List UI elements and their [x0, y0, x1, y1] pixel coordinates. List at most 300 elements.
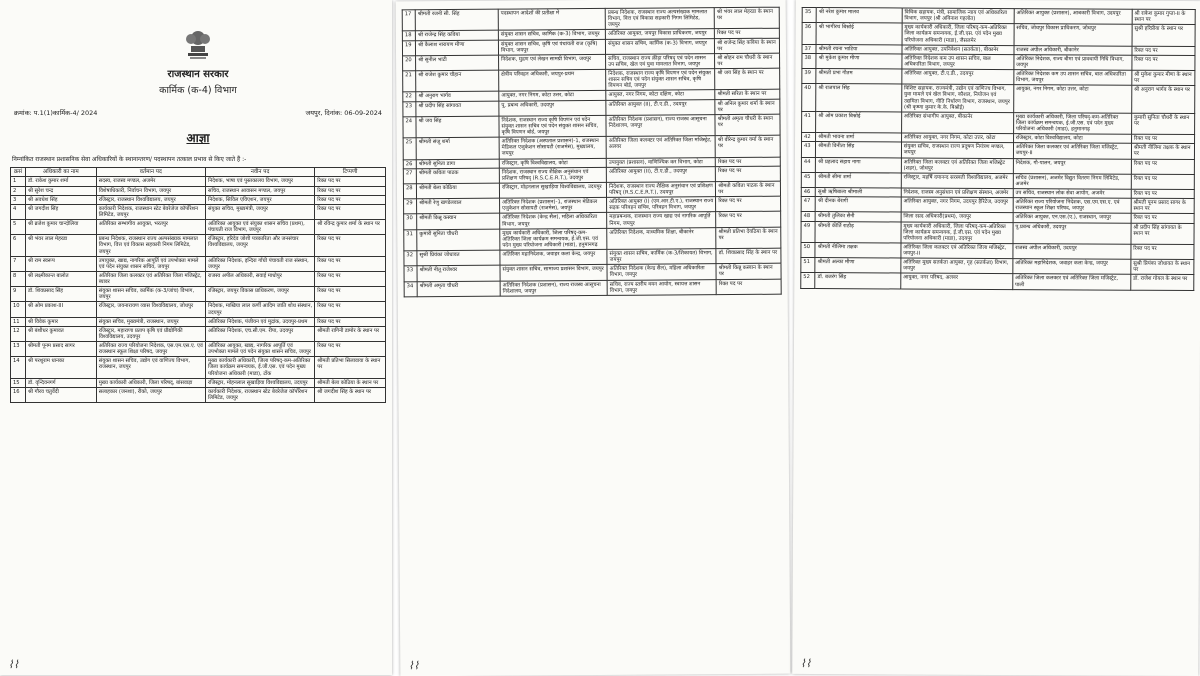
cell-new-post: राजस्व अपील अधिकारी, बीकानेर: [1014, 45, 1132, 55]
cell-new-post: अतिरिक्त आयुक्त एवं संयुक्त शासन सचिव (प्रथम), पंचायती राज विभाग, जयपुर: [205, 220, 314, 235]
col-header-serial: क्रसं: [11, 167, 26, 177]
cell-remark: श्री भंवर लाल मेहरडा के स्थान पर: [714, 7, 779, 29]
cell-serial: 27: [403, 168, 416, 183]
cell-serial: 32: [404, 251, 417, 266]
cell-remark: श्री मुकेश कुमार मीणा के स्थान पर: [1132, 70, 1195, 86]
cell-new-post: निदेशक, राजस्थान राज्य शैक्षिक अनुसंधान एवं प्रशिक्षण परिषद् (R.S.C.E.R.T.), उदयपुर: [607, 182, 716, 198]
cell-officer-name: श्री अवधेश सिंह: [26, 195, 97, 204]
cell-new-post: राजस्व अपील अधिकारी, सवाई माधोपुर: [205, 271, 314, 286]
cell-officer-name: श्री नरेश कुमार मालव: [816, 8, 902, 24]
cell-remark: रिक्त पद पर: [1131, 214, 1194, 223]
cell-remark: श्री सोहन राम चौधरी के स्थान पर: [715, 53, 780, 69]
cell-new-post: प्रबन्ध निदेशक, राजस्थान राज्य अल्पसंख्यक मामलात विभाग, वित्त एवं विकास सहकारी निगम लिमिटेड, जयपुर: [605, 8, 714, 30]
table-row: [11, 256, 386, 271]
cell-remark: सुश्री प्रियंका जोधावत के स्थान पर: [1131, 259, 1194, 275]
cell-new-post: अतिरिक्त निदेशक कम उप शासन सचिव, बाल अधिकारिता विभाग, जयपुर: [1014, 70, 1132, 86]
cell-new-post: अतिरिक्त आयुक्त (I) (एम.आर.टी.ए.), राजस्थान राज्य सड़क परिवहन सचिव, परिवहन विभाग, जयपुर: [607, 197, 716, 213]
cell-officer-name: श्री राजेश कुमार चौहान: [416, 70, 499, 92]
cell-officer-name: श्रीमती रजनी सी. सिंह: [415, 9, 498, 31]
cell-officer-name: श्री अनुराग भार्गव: [416, 92, 499, 102]
cell-current-post: सदस्य, राजस्व मण्डल, अजमेर: [96, 177, 205, 186]
cell-officer-name: श्री ब्रजेश कुमार चान्दोलिया: [26, 220, 97, 235]
cell-officer-name: सुश्री ऋषिबाला श्रीमाली: [815, 188, 901, 198]
cell-serial: 9: [11, 287, 26, 302]
cell-serial: 42: [802, 133, 816, 142]
signature-initials: ⌇⌇: [408, 659, 420, 673]
cell-officer-name: डॉ. राकेश कुमार शर्मा: [26, 177, 97, 186]
cell-new-post: सचिव, राजस्थान आवासन मण्डल, जयपुर: [205, 186, 314, 195]
cell-serial: 11: [11, 317, 26, 326]
cell-new-post: अतिरिक्त जिला कलक्टर एवं अतिरिक्त जिला मजिस्ट्रेट, जयपुर-II: [1013, 143, 1131, 159]
cell-new-post: निदेशक, भाषा एवं पुस्तकालय विभाग, जयपुर: [205, 177, 314, 186]
cell-current-post: प्रबन्ध निदेशक, राजस्थान राज्य अल्पसंख्यक मामलात विभाग, वित्त एवं विकास सहकारी निगम लिमिटेड, जयपुर: [96, 235, 205, 256]
cell-serial: 41: [802, 111, 816, 132]
cell-new-post: अतिरिक्त जिला कलक्टर एवं अतिरिक्त जिला मजिस्ट्रेट, अलवर: [606, 136, 715, 158]
cell-current-post: विधिक सहायक, मंत्री, सामाजिक न्याय एवं अधिकारिता विभाग, जयपुर (श्री अविनाश गहलोत): [902, 8, 1014, 24]
cell-new-post: अतिरिक्त आयुक्त, खाद्य, नागरिक आपूर्ति एवं उपभोक्ता मामले एवं पदेन संयुक्त शासन सचिव, जयपुर: [205, 342, 314, 357]
cell-serial: 30: [404, 214, 417, 229]
cell-officer-name: श्री जगदीश सिंह: [26, 204, 97, 219]
cell-officer-name: श्री मुकेश कुमार मीणा: [816, 53, 902, 69]
table-row: [11, 195, 386, 204]
cell-remark: रिक्त पद पर: [716, 196, 781, 212]
cell-officer-name: श्रीमती सुनिता डागा: [416, 159, 499, 169]
table-row: [11, 387, 386, 402]
cell-remark: रिक्त पद पर: [315, 177, 386, 186]
table-row: [11, 326, 386, 341]
cell-current-post: रजिस्ट्रार, मोहनलाल सुखाड़िया विश्वविद्यालय, उदयपुर: [499, 182, 606, 198]
cell-serial: 5: [11, 220, 26, 235]
cell-new-post: निदेशक, सिविल एविएशन, जयपुर: [205, 195, 314, 204]
cell-officer-name: श्रीमती तुलिका सैनी: [815, 212, 901, 222]
col-header-new-post: नवीन पद: [205, 167, 314, 177]
cell-current-post: मुख्य कार्यकारी अधिकारी, जिला परिषद्-कम-अतिरिक्त जिला कार्यक्रम समन्वयक, ई.जी.एस. एवं पदेन मुख्य परियोजना अधिकारी (माडा), जैसलमेर: [902, 23, 1014, 45]
cell-serial: 43: [801, 142, 815, 157]
state-emblem-icon: [182, 26, 214, 62]
cell-new-post: राजस्व अपील अधिकारी, उदयपुर: [1013, 243, 1131, 259]
cell-new-post: रजिस्ट्रार, कोटा विश्वविद्यालय, कोटा: [1013, 134, 1131, 144]
signature-initials: ⌇⌇: [8, 658, 19, 671]
cell-officer-name: श्री विवेक कुमार: [26, 317, 97, 326]
cell-serial: 19: [402, 40, 415, 55]
cell-current-post: संयुक्त शासन सचिव, कृषि एवं पंचायती राज (कृषि) विभाग, जयपुर: [498, 39, 605, 55]
cell-serial: 37: [802, 44, 816, 53]
cell-officer-name: श्री गौरव चतुर्वेदी: [26, 387, 97, 402]
cell-officer-name: श्री राजेन्द्र सिंह कविया: [415, 31, 498, 41]
cell-remark: रिक्त पद पर: [716, 166, 781, 182]
cell-new-post: अतिरिक्त महानिदेशक, जवाहर कला केन्द्र, जयपुर: [1013, 259, 1131, 275]
cell-new-post: अतिरिक्त आयुक्त, जयपुर विकास प्राधिकरण, जयपुर: [605, 29, 714, 39]
cell-remark: श्री अनुराग भार्गव के स्थान पर: [1132, 85, 1195, 113]
cell-new-post: अतिरिक्त राज्य परियोजना निदेशक, एस.एम.एस.ए. एवं राजस्थान स्कूल शिक्षा परिषद, जयपुर: [1013, 198, 1131, 214]
cell-serial: 23: [403, 101, 416, 116]
cell-officer-name: श्रीमती पूनम प्रसाद सागर: [26, 342, 97, 357]
cell-current-post: अतिरिक्त निदेशक (प्रशासन)-1, राजस्थान मेडिकल एजुकेशन सोसायटी (राजमेस), जयपुर: [500, 198, 607, 214]
table-row: [404, 227, 781, 251]
cell-current-post: विशेषाधिकारी, निर्वाचन विभाग, जयपुर: [96, 186, 205, 195]
transfer-table-page-2: [402, 7, 782, 297]
cell-officer-name: श्री सुनील भाटी: [416, 55, 499, 71]
cell-remark: रिक्त पद पर: [716, 279, 781, 295]
cell-remark: श्री जगदीश सिंह के स्थान पर: [315, 387, 386, 402]
cell-remark: डॉ. राजेश गोयल के स्थान पर: [1131, 275, 1194, 291]
cell-serial: 47: [801, 197, 815, 212]
cell-remark: रिक्त पद पर: [315, 195, 386, 204]
cell-remark: रिक्त पद पर: [715, 29, 780, 39]
cell-officer-name: डॉ. वृन्दिवनगर्ग: [26, 378, 97, 387]
cell-new-post: अतिरिक्त निदेशक, इन्दिरा गाँधी पंचायती राज संस्थान, जयपुर: [205, 256, 314, 271]
document-page-2: [396, 0, 791, 676]
cell-officer-name: श्रीमती किन्नू कस्वा‍न: [417, 214, 500, 230]
table-row: [11, 220, 386, 235]
cell-serial: 22: [403, 92, 416, 101]
cell-officer-name: सुश्री प्रियंका जोधावत: [417, 250, 500, 266]
cell-serial: 17: [402, 10, 415, 31]
cell-remark: श्रीमती नीलिमा तक्षक के स्थान पर: [1131, 143, 1194, 159]
cell-serial: 28: [403, 184, 416, 199]
cell-remark: कुमारी सुनिता चौधरी के स्थान पर: [1131, 113, 1194, 135]
cell-current-post: उपायुक्त, खाद्य, नागरिक आपूर्ति एवं उपभोक्ता मामले एवं पदेन संयुक्त शासन सचिव, जयपुर: [96, 256, 205, 271]
department-name: कार्मिक (क-4) विभाग: [159, 85, 237, 96]
cell-remark: श्रीमती किन्नू कस्वा‍न के स्थान पर: [716, 263, 781, 279]
cell-new-post: संयुक्त शासन सचिव, कार्मिक (क-3/शिकायत) विभाग, जयपुर: [607, 249, 716, 265]
government-name: राजस्थान सरकार: [167, 69, 229, 80]
cell-new-post: महाप्रबन्धक, राजस्थान राज्य खाद्य एवं नागरिक आपूर्ति निगम, जयपुर: [607, 212, 716, 228]
cell-current-post: रजिस्ट्रार, महाराणा प्रताप कृषि एवं प्रौद्योगिकी विश्वविद्यालय, उदयपुर: [96, 326, 205, 341]
cell-serial: 10: [11, 302, 26, 317]
cell-officer-name: श्री बंशीधर कुमावत: [26, 326, 97, 341]
cell-current-post: अतिरिक्त निदेशक कम उप शासन सचिव, बाल अधिकारिता विभाग, जयपुर: [902, 54, 1014, 70]
cell-remark: रिक्त पद पर: [1131, 189, 1194, 198]
cell-serial: 31: [404, 229, 417, 250]
cell-current-post: संयुक्त सचिव, मुख्यमंत्री, राजस्थान, जयपुर: [96, 317, 205, 326]
cell-remark: श्रीमती सरिता के स्थान पर: [715, 90, 780, 100]
cell-serial: 2: [11, 186, 26, 195]
cell-current-post: अतिरिक्त आयुक्त, नगर निगम, कोटा उत्तर, कोटा: [901, 133, 1013, 143]
cell-new-post: सचिव (प्रशासन), अजमेर विद्युत वितरण निगम लिमिटेड, अजमेर: [1013, 173, 1131, 189]
cell-current-post: अतिरिक्त जिला कलक्टर एवं अतिरिक्त जिला मजिस्ट्रेट (शहर), जोधपुर: [901, 157, 1013, 173]
cell-remark: श्रीमती रागिनी डामोर के स्थान पर: [315, 326, 386, 341]
cell-officer-name: श्रीमती विनीता सिंह: [816, 142, 902, 158]
table-row: [11, 317, 386, 326]
cell-remark: श्री वीरेन्द्र कुमार वर्मा के स्थान पर: [715, 135, 780, 157]
order-number: क्रमांक: प.1(1)कार्मिक-4/ 2024: [14, 109, 98, 117]
col-header-remark: टिप्पणी: [315, 167, 386, 177]
cell-serial: 34: [404, 281, 417, 296]
cell-new-post: रजिस्ट्रार, जयपुर विकास प्राधिकरण, जयपुर: [205, 287, 314, 302]
table-row: [802, 23, 1195, 46]
cell-current-post: रजिस्ट्रार, जयनारायण व्यास विश्वविद्यालय, जोधपुर: [96, 302, 205, 317]
cell-current-post: रजिस्ट्रार, महर्षि दयानन्द सरस्वती विश्वविद्यालय, अजमेर: [901, 173, 1013, 189]
table-row: [11, 204, 386, 219]
cell-serial: 8: [11, 271, 26, 286]
cell-current-post: जिला रसद अधिकारी(प्रथम), जयपुर: [901, 212, 1013, 222]
cell-officer-name: श्रीमती संजू शर्मा: [416, 137, 499, 159]
table-row: [11, 271, 386, 286]
cell-serial: 14: [11, 357, 26, 378]
cell-officer-name: श्रीमती प्रभा गौतम: [816, 69, 902, 85]
cell-current-post: अतिरिक्त निदेशक (अस्पताल प्रशासन)-1, राजस्थान मेडिकल एजुकेशन सोसायटी (राजमेस), मुख्यालय, जयपुर: [499, 137, 606, 159]
cell-officer-name: श्रीमती सीमा शर्मा: [816, 172, 902, 188]
cell-serial: 21: [403, 71, 416, 92]
transfer-table-page-3: [800, 7, 1195, 291]
cell-current-post: पदस्थापन आदेशों की प्रतीक्षा में: [498, 8, 605, 30]
cell-remark: श्रीमती प्रतिभा देवठिया के स्थान पर: [716, 227, 781, 249]
cell-current-post: अतिरिक्त महानिदेशक, जवाहर कला केन्द्र, जयपुर: [500, 249, 607, 265]
cell-officer-name: श्रीमती नीतू राजेश्वर: [417, 265, 500, 281]
cell-remark: रिक्त पद पर: [315, 271, 386, 286]
cell-remark: रिक्त पद पर: [1131, 244, 1194, 260]
cell-remark: रिक्त पद पर: [1131, 134, 1194, 143]
cell-officer-name: श्री सुरेश चन्द्र: [26, 186, 97, 195]
cell-serial: 7: [11, 256, 26, 271]
cell-serial: 51: [801, 258, 815, 273]
cell-current-post: संयुक्त शासन सचिव, कार्मिक (क-3/जांच) विभाग, जयपुर: [96, 287, 205, 302]
cell-serial: 25: [403, 138, 416, 159]
cell-serial: 48: [801, 212, 815, 221]
cell-remark: श्रीमती अमृता चौधरी के स्थान पर: [715, 114, 780, 136]
cell-serial: 35: [802, 7, 816, 22]
table-row: [801, 273, 1194, 290]
cell-remark: रिक्त पद पर: [315, 204, 386, 219]
cell-new-post: अतिरिक्त आयुक्त (प्रशासन), आबकारी विभाग, उदयपुर: [1014, 9, 1132, 25]
cell-current-post: संयुक्त शासन सचिव, उद्योग एवं वाणिज्य विभाग, राजस्थान, जयपुर: [96, 357, 205, 378]
cell-serial: 44: [801, 157, 815, 172]
cell-remark: श्री रविन्द्र कुमार शर्मा के स्थान पर: [315, 220, 386, 235]
document-page-1: [0, 0, 392, 675]
table-row: [11, 357, 386, 378]
table-row: [403, 135, 780, 159]
table-header-row: [11, 167, 386, 177]
cell-officer-name: श्रीमती भावना शर्मा: [816, 133, 902, 143]
cell-new-post: निदेशक, गौ-पालन, जयपुर: [1013, 158, 1131, 174]
cell-current-post: आयुक्त, नगर परिषद, अलवर: [901, 273, 1013, 289]
cell-new-post: अतिरिक्त आयुक्त, एन.एस.(ए.), राजस्थान, जयपुर: [1013, 213, 1131, 223]
cell-serial: 49: [801, 221, 815, 242]
cell-remark: श्री राकेश कुमार गुप्ता-II के स्थान पर: [1132, 9, 1195, 25]
cell-serial: 13: [11, 342, 26, 357]
cell-remark: श्री प्रदीप सिंह सांगावत के स्थान पर: [1131, 223, 1194, 245]
cell-serial: 45: [801, 172, 815, 187]
cell-serial: 29: [404, 199, 417, 214]
cell-remark: रिक्त पद पर: [315, 186, 386, 195]
cell-new-post: उप सचिव, राजस्थान लोक सेवा आयोग, अजमेर: [1013, 189, 1131, 199]
cell-officer-name: श्रीमती अल्का मीणा: [815, 258, 901, 274]
cell-current-post: अतिरिक्त जिला कलक्टर एवं अतिरिक्त जिला मजिस्ट्रेट, जयपुर-II: [901, 243, 1013, 259]
cell-remark: डॉ. शिवप्रसाद सिंह के स्थान पर: [716, 248, 781, 264]
cell-serial: 3: [11, 195, 26, 204]
cell-officer-name: श्री भागीरथ बिश्नोई: [816, 23, 902, 45]
cell-serial: 12: [11, 326, 26, 341]
cell-serial: 40: [802, 84, 816, 112]
cell-current-post: रजिस्ट्रार, राजस्थान विश्वविद्यालय, जयपुर: [96, 195, 205, 204]
order-title: आज्ञा: [186, 131, 210, 145]
cell-new-post: रजिस्ट्रार, हरिदेव जोशी पत्रकारिता और जनसंचार विश्वविद्यालय, जयपुर: [205, 235, 314, 256]
cell-new-post: निदेशक, राजस्थान राज्य कृषि विपणन एवं पदेन संयुक्त शासन सचिव एवं पदेन संयुक्त शासन सचिव, कृषि विपणन बोर्ड, जयपुर: [606, 69, 715, 91]
cell-officer-name: श्री ओम प्रकाश बिश्नोई: [816, 111, 902, 133]
reference-line: [14, 108, 382, 117]
cell-officer-name: श्री प्रहलाद सहाय नागा: [816, 157, 902, 173]
cell-new-post: अतिरिक्त निदेशक (प्रशासन), राज्य राजस्व आसूचना निदेशालय, जयपुर: [606, 114, 715, 136]
cell-new-post: सचिव, जोधपुर विकास प्राधिकरण, जोधपुर: [1014, 24, 1132, 46]
cell-remark: श्रीमती प्रतिभा सिलावाया के स्थान पर: [315, 357, 386, 378]
cell-remark: रिक्त पद पर: [1132, 55, 1195, 71]
place-date: जयपुर, दिनांक: 06-09-2024: [305, 109, 382, 117]
cell-new-post: मुख्य कार्यकारी अधिकारी, जिला परिषद्-कम-अतिरिक्त जिला कार्यक्रम समन्वयक, ई.जी.एस. एवं पदेन मुख्य परियोजना अधिकारी (माडा), हनुमानगढ़: [1013, 112, 1131, 134]
cell-officer-name: श्रीमती नीलिमा तक्षक: [815, 242, 901, 258]
cell-new-post: सचिव, राजस्थान राज्य क्रीड़ा परिषद् एवं पदेन शासन उप सचिव, खेल एवं युवा मामलात विभाग, जयपुर: [606, 53, 715, 69]
cell-current-post: मुख्य कार्यकारी अधिकारी, जिला परिषद्, बांसवाड़ा: [96, 378, 205, 387]
cell-remark: श्री जय सिंह के स्थान पर: [715, 68, 780, 90]
cell-new-post: मुख्य कार्यकारी अधिकारी, जिला परिषद्-कम-अतिरिक्त जिला कार्यक्रम समन्वयक, ई.जी.एस. एवं पदेन मुख्य परियोजना अधिकारी (माडा), टोंक: [205, 357, 314, 378]
cell-serial: 26: [403, 159, 416, 168]
cell-new-post: आयुक्त, नगर निगम, कोटा दक्षिण, कोटा: [606, 90, 715, 100]
order-intro: निम्नांकित राजस्थान प्रशासनिक सेवा अधिकारियों के स्थानान्तरण/ पदस्थापन तत्काल प्रभाव से किए जाते हैं :-: [12, 156, 247, 163]
table-row: [403, 114, 780, 138]
cell-serial: 15: [11, 378, 26, 387]
cell-serial: 18: [402, 31, 415, 40]
cell-current-post: अतिरिक्त निदेशक (केन्द्र सैल), महिला अधिकारिता विभाग, जयपुर: [500, 213, 607, 229]
cell-officer-name: श्री परशुराम धानका: [26, 357, 97, 378]
cell-current-post: क्षेत्रीय परिवहन अधिकारी, जयपुर-प्रथम: [499, 69, 606, 91]
cell-remark: रिक्त पद पर: [1132, 46, 1195, 55]
cell-new-post: संयुक्त सचिव, मुख्यमंत्री, जयपुर: [205, 204, 314, 219]
cell-current-post: अतिरिक्त जिला कलक्टर एवं अतिरिक्त जिला मजिस्ट्रेट, ब्यावर: [96, 271, 205, 286]
cell-officer-name: श्री ओम प्रकाश-III: [26, 302, 97, 317]
cell-officer-name: श्रीमती रेणु खण्डेलवाल: [417, 198, 500, 214]
cell-officer-name: श्री भंवर लाल मेहरडा: [26, 235, 97, 256]
cell-current-post: अतिरिक्त संभागीय आयुक्त, बीकानेर: [901, 112, 1013, 134]
cell-new-post: अतिरिक्त निदेशक, माध्यमिक शिक्षा, बीकानेर: [607, 227, 716, 249]
cell-officer-name: श्रीमती कीर्ति राठौड़: [815, 221, 901, 243]
cell-current-post: संयुक्त शासन सचिव, कार्मिक (क-3) विभाग, जयपुर: [498, 30, 605, 40]
cell-officer-name: श्रीमती बेला कोठिया: [417, 183, 500, 199]
cell-serial: 16: [11, 387, 26, 402]
cell-current-post: अतिरिक्त निदेशक (प्रशासन), राज्य राजस्व आसूचना निदेशालय, जयपुर: [500, 280, 607, 296]
cell-serial: 46: [801, 187, 815, 196]
cell-current-post: मुख्य कार्यकारी अधिकारी, जिला परिषद्-कम-अतिरिक्त जिला कार्यक्रम समन्वयक, ई.जी.एस. एवं पदेन मुख्य परियोजना अधिकारी (माडा), हनुमानगढ़: [500, 228, 607, 250]
table-row: [11, 378, 386, 387]
cell-serial: 4: [11, 204, 26, 219]
cell-remark: श्रीमती कविता पाठक के स्थान पर: [716, 181, 781, 197]
col-header-current-post: वर्तमान पद: [96, 167, 205, 177]
table-row: [403, 68, 780, 92]
cell-remark: श्री राजेन्द्र सिंह कविया के स्थान पर: [715, 38, 780, 54]
cell-officer-name: श्रीमती रचना भाटिया: [816, 44, 902, 54]
table-row: [11, 287, 386, 302]
cell-serial: 50: [801, 242, 815, 257]
cell-serial: 39: [802, 68, 816, 83]
signature-initials: ⌇⌇: [800, 656, 812, 671]
cell-current-post: अतिरिक्त आयुक्त, उपनिवेशन (सतर्कता), बीकानेर: [902, 45, 1014, 55]
cell-new-post: निदेशक, माखिया लाल कर्णी आदिम जाति शोध संस्थान, उदयपुर: [205, 302, 314, 317]
table-row: [802, 84, 1195, 114]
transfer-table-page-1: [10, 167, 386, 403]
cell-remark: रिक्त पद पर: [315, 256, 386, 271]
cell-officer-name: श्री लक्ष्मीकान्त बालोत: [26, 271, 97, 286]
cell-new-post: रजिस्ट्रार, मोहनलाल सुखाड़िया विश्वविद्यालय, उदयपुर: [205, 378, 314, 387]
table-row: [802, 111, 1195, 134]
cell-officer-name: डॉ. बजरंग सिंह: [815, 273, 901, 289]
cell-current-post: मुख्य कार्यकारी अधिकारी, जिला परिषद्-कम-अतिरिक्त जिला कार्यक्रम समन्वयक, ई.जी.एस. एवं पदेन मुख्य परियोजना अधिकारी (माडा), उदयपुर: [901, 221, 1013, 243]
cell-new-post: आयुक्त, नगर निगम, कोटा उत्तर, कोटा: [1013, 85, 1131, 113]
table-row: [11, 342, 386, 357]
cell-current-post: कार्यकारी निदेशक, राजस्थान स्टेट बेवरेजेज कॉर्पोरेशन लिमिटेड, जयपुर: [96, 204, 205, 219]
cell-serial: 33: [404, 266, 417, 281]
cell-new-post: अतिरिक्त निदेशक, एच.सी.एम. रीपा, उदयपुर: [205, 326, 314, 341]
cell-new-post: पू.प्रबन्ध अधिकारी, उदयपुर: [1013, 222, 1131, 244]
cell-officer-name: श्रीमती अमृता चौधरी: [417, 281, 500, 297]
cell-remark: रिक्त पद पर: [716, 157, 781, 167]
cell-officer-name: श्री जय सिंह: [416, 116, 499, 138]
cell-current-post: अतिरिक्त राज्य परियोजना निदेशक, एस.एम.एस.ए. एवं राजस्थान स्कूल शिक्षा परिषद, जयपुर: [96, 342, 205, 357]
cell-current-post: निदेशक, मुद्रण एवं लेखन सामग्री विभाग, जयपुर: [499, 54, 606, 70]
cell-current-post: अतिरिक्त सम्भागीय आयुक्त, भरतपुर: [96, 220, 205, 235]
cell-current-post: अतिरिक्त आयुक्त, नगर निगम, उदयपुर हैरिटेज, उदयपुर: [901, 197, 1013, 213]
cell-new-post: संयुक्त शासन सचिव, कार्मिक (क-3) विभाग, जयपुर: [606, 38, 715, 54]
cell-serial: 1: [11, 177, 26, 186]
cell-remark: श्री अनिल कुमार शर्मा के स्थान पर: [715, 99, 780, 115]
cell-remark: रिक्त पद पर: [315, 287, 386, 302]
cell-current-post: अतिरिक्त आयुक्त, टी.ए.डी., उदयपुर: [902, 69, 1014, 85]
table-row: [801, 221, 1194, 244]
cell-serial: 6: [11, 235, 26, 256]
table-row: [402, 7, 779, 31]
cell-officer-name: श्री राजपाल सिंह: [816, 84, 902, 112]
cell-new-post: अतिरिक्त जिला कलक्टर एवं अतिरिक्त जिला मजिस्ट्रेट, पाली: [1013, 274, 1131, 290]
cell-new-post: अतिरिक्त आयुक्त (II), टी.ए.डी., उदयपुर: [606, 99, 715, 115]
cell-current-post: संयुक्त शासन सचिव, सामाज्य प्रशासन विभाग, जयपुर: [500, 265, 607, 281]
cell-officer-name: श्रीमती कविता पाठक: [416, 168, 499, 184]
col-header-name: अधिकारी का नाम: [26, 167, 97, 177]
cell-officer-name: श्री कैलाश नारायण मीणा: [416, 40, 499, 56]
table-row: [11, 177, 386, 186]
cell-current-post: पू. प्रबन्ध अधिकारी, उदयपुर: [499, 100, 606, 116]
cell-serial: 36: [802, 23, 816, 44]
cell-current-post: अतिरिक्त मुख्य सतर्कता आयुक्त, गृह (सतर्कता) विभाग, जयपुर: [901, 258, 1013, 274]
table-row: [404, 279, 781, 297]
cell-new-post: उपायुक्त (प्रशासन), वाणिज्यिक कर विभाग, कोटा: [606, 157, 715, 167]
cell-current-post: आयुक्त, नगर निगम, कोटा उत्तर, कोटा: [499, 91, 606, 101]
cell-officer-name: श्री प्रदीप सिंह सांगावत: [416, 101, 499, 117]
cell-remark: रिक्त पद पर: [315, 342, 386, 357]
cell-current-post: सलाहकार (जनशा), रीको, जयपुर: [96, 387, 205, 402]
cell-officer-name: कुमारी सुनिता चौधरी: [417, 229, 500, 251]
cell-new-post: अतिरिक्त निदेशक (केन्द्र सैल), महिला अधिकारिता विभाग, जयपुर: [607, 264, 716, 280]
cell-serial: 52: [801, 273, 815, 288]
cell-serial: 38: [802, 53, 816, 68]
cell-new-post: अतिरिक्त निदेशक, राज्य बीमा एवं प्रावधायी निधि विभाग, जयपुर: [1014, 54, 1132, 70]
table-row: [11, 186, 386, 195]
cell-new-post: कार्यकारी निदेशक, राजस्थान स्टेट बेवरेजेज कॉर्पोरेशन लिमिटेड, जयपुर: [205, 387, 314, 402]
document-page-3: [792, 0, 1200, 676]
cell-remark: रिक्त पद पर: [315, 235, 386, 256]
cell-officer-name: श्री राम स्वरूप: [26, 256, 97, 271]
cell-remark: रिक्त पद पर: [1131, 174, 1194, 190]
cell-remark: श्रीमती पूनम प्रसाद सागर के स्थान पर: [1131, 198, 1194, 214]
cell-new-post: अतिरिक्त निदेशक, पंजीयन एवं मुद्रांक, उदयपुर-प्रथम: [205, 317, 314, 326]
cell-current-post: निदेशक, राजस्व अनुसंधान एवं प्रशिक्षण संस्थान, अजमेर: [901, 188, 1013, 198]
cell-remark: श्रीमती बेला कोठिया के स्थान पर: [315, 378, 386, 387]
cell-officer-name: श्री दीनक बेरागी: [815, 197, 901, 213]
cell-serial: 24: [403, 116, 416, 137]
cell-current-post: विशिष्ट सहायक, राज्यमंत्री, उद्योग एवं वाणिज्य विभाग, युवा मामले एवं खेल विभाग, कौशल, नियोजन एवं उद्यमिता विभाग, नीति निर्धारण विभाग, राजस्थान, जयपुर (श्री कृष्णा कुमार के.के. बिश्नोई): [901, 84, 1013, 112]
cell-new-post: अतिरिक्त आयुक्त (II), टी.ए.डी., उदयपुर: [606, 166, 715, 182]
cell-current-post: निदेशक, राजस्थान राज्य कृषि विपणन एवं पदेन संयुक्त शासन सचिव एवं पदेन संयुक्त शासन सचिव, कृषि विपणन बोर्ड, जयपुर: [499, 115, 606, 137]
table-row: [11, 302, 386, 317]
cell-remark: रिक्त पद पर: [315, 317, 386, 326]
table-row: [11, 235, 386, 256]
